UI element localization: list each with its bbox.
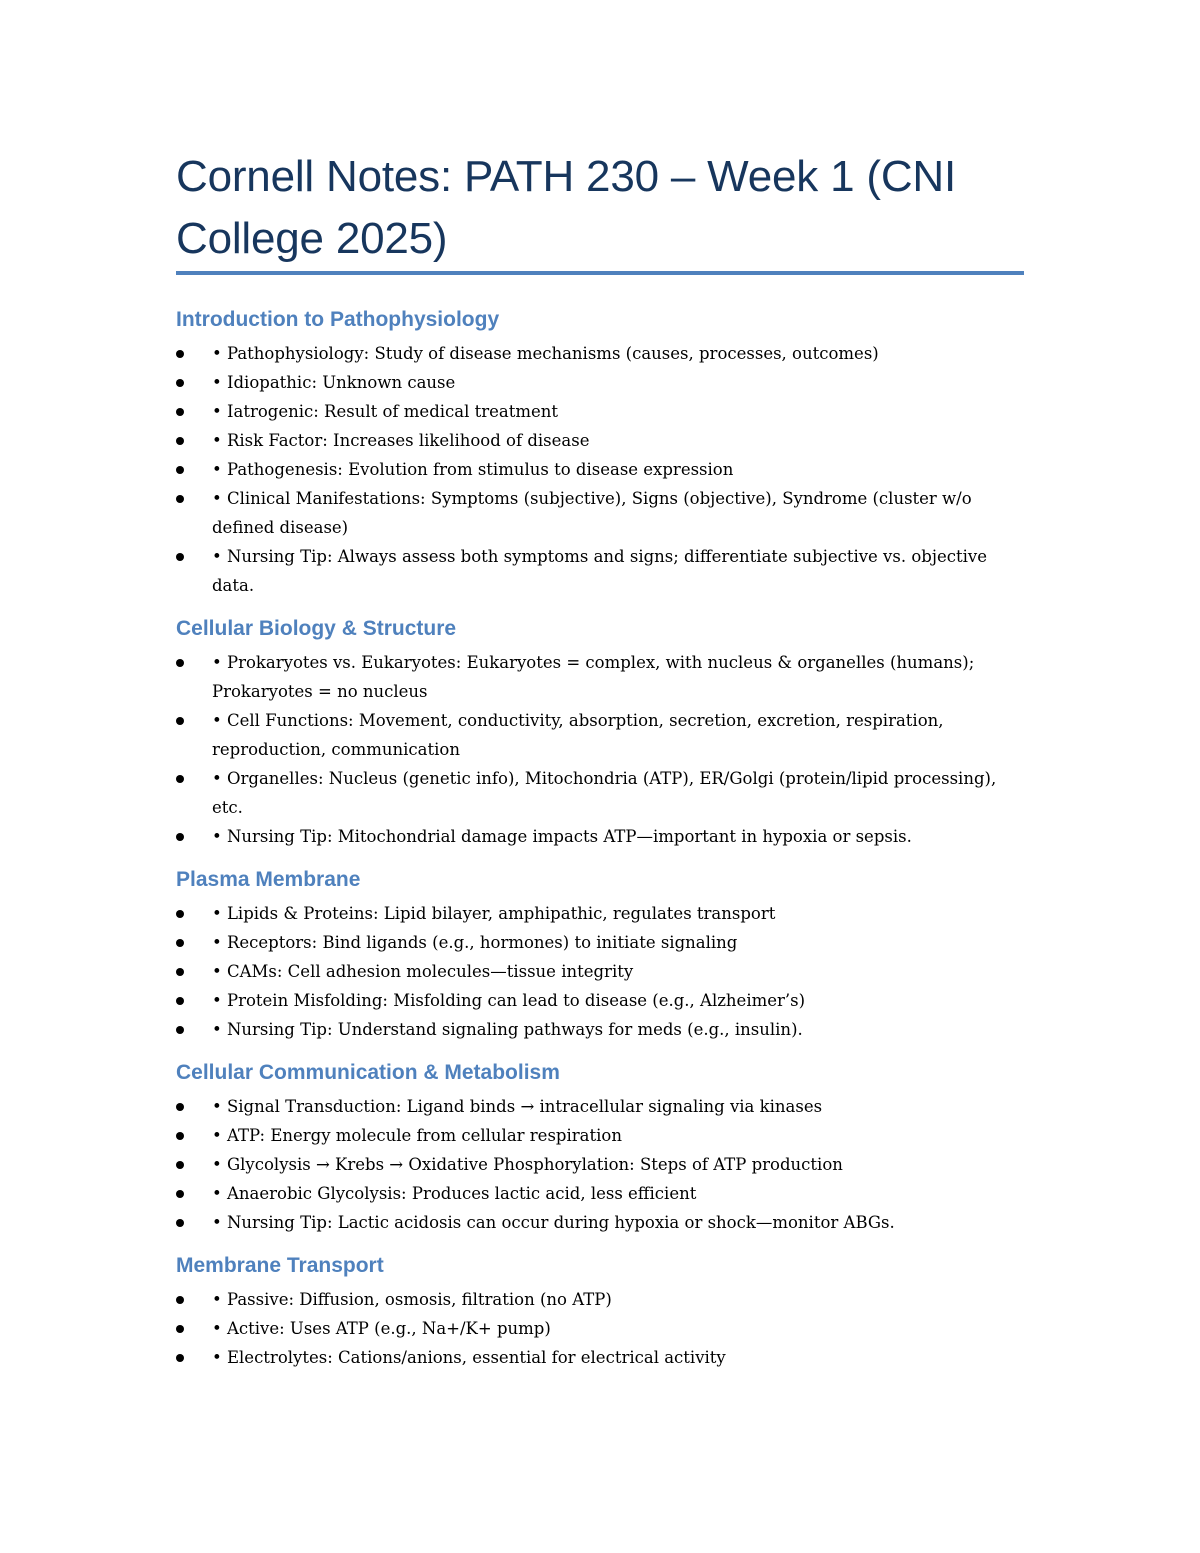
list-item-text: • Iatrogenic: Result of medical treatment — [212, 402, 559, 421]
list-item-text: • Glycolysis → Krebs → Oxidative Phosphorylation: Steps of ATP production — [212, 1155, 843, 1174]
bullet-list — [176, 1285, 1016, 1372]
list-item — [176, 542, 1016, 600]
bullet-icon — [176, 466, 184, 474]
list-item — [176, 957, 1016, 986]
list-item-text: • Idiopathic: Unknown cause — [212, 373, 456, 392]
list-item — [176, 648, 1016, 706]
list-item — [176, 455, 1016, 484]
notes-section — [176, 1058, 1016, 1237]
list-item — [176, 706, 1016, 764]
list-item-text: • Nursing Tip: Always assess both symptoms and signs; differentiate subjective vs. objective data. — [212, 547, 987, 595]
list-item-text: • Organelles: Nucleus (genetic info), Mitochondria (ATP), ER/Golgi (protein/lipid processing), etc. — [212, 769, 997, 817]
list-item-text: • Pathogenesis: Evolution from stimulus to disease expression — [212, 460, 734, 479]
page-title: Cornell Notes: PATH 230 – Week 1 (CNI College 2025) — [176, 152, 957, 263]
bullet-icon — [176, 997, 184, 1005]
list-item-text: • Signal Transduction: Ligand binds → intracellular signaling via kinases — [212, 1097, 823, 1116]
title-divider — [176, 271, 1024, 275]
bullet-list — [176, 339, 1016, 600]
notes-section — [176, 614, 1016, 851]
list-item-text: • Prokaryotes vs. Eukaryotes: Eukaryotes = complex, with nucleus & organelles (humans); Prokaryotes = no nucleus — [212, 653, 975, 701]
list-item-text: • Nursing Tip: Understand signaling pathways for meds (e.g., insulin). — [212, 1020, 803, 1039]
bullet-list — [176, 1092, 1016, 1237]
bullet-icon — [176, 553, 184, 561]
list-item-text: • Clinical Manifestations: Symptoms (subjective), Signs (objective), Syndrome (cluster w/o defined disease) — [212, 489, 972, 537]
list-item-text: • CAMs: Cell adhesion molecules—tissue integrity — [212, 962, 634, 981]
section-heading: Plasma Membrane — [176, 868, 361, 891]
list-item — [176, 1208, 1016, 1237]
bullet-list — [176, 648, 1016, 851]
bullet-icon — [176, 1161, 184, 1169]
list-item-text: • Pathophysiology: Study of disease mechanisms (causes, processes, outcomes) — [212, 344, 879, 363]
bullet-icon — [176, 379, 184, 387]
list-item-text: • Passive: Diffusion, osmosis, filtration (no ATP) — [212, 1290, 612, 1309]
list-item-text: • Protein Misfolding: Misfolding can lead to disease (e.g., Alzheimer’s) — [212, 991, 806, 1010]
bullet-list — [176, 899, 1016, 1044]
bullet-icon — [176, 1219, 184, 1227]
list-item — [176, 397, 1016, 426]
list-item — [176, 1343, 1016, 1372]
list-item-text: • Risk Factor: Increases likelihood of disease — [212, 431, 590, 450]
section-heading: Membrane Transport — [176, 1254, 384, 1277]
list-item — [176, 426, 1016, 455]
bullet-icon — [176, 659, 184, 667]
bullet-icon — [176, 408, 184, 416]
bullet-icon — [176, 1296, 184, 1304]
list-item — [176, 484, 1016, 542]
list-item-text: • Electrolytes: Cations/anions, essential for electrical activity — [212, 1348, 726, 1367]
list-item — [176, 1121, 1016, 1150]
list-item-text: • Cell Functions: Movement, conductivity, absorption, secretion, excretion, respiration, reproduction, communication — [212, 711, 944, 759]
section-heading: Cellular Communication & Metabolism — [176, 1061, 560, 1084]
bullet-icon — [176, 437, 184, 445]
notes-section — [176, 1251, 1016, 1372]
bullet-icon — [176, 495, 184, 503]
notes-content — [176, 305, 1016, 1386]
bullet-icon — [176, 939, 184, 947]
list-item-text: • Nursing Tip: Mitochondrial damage impacts ATP—important in hypoxia or sepsis. — [212, 827, 912, 846]
list-item-text: • Active: Uses ATP (e.g., Na+/K+ pump) — [212, 1319, 551, 1338]
notes-section — [176, 305, 1016, 600]
list-item — [176, 1314, 1016, 1343]
bullet-icon — [176, 350, 184, 358]
list-item — [176, 1150, 1016, 1179]
title-block — [176, 146, 1024, 270]
list-item-text: • Nursing Tip: Lactic acidosis can occur during hypoxia or shock—monitor ABGs. — [212, 1213, 895, 1232]
bullet-icon — [176, 833, 184, 841]
list-item-text: • Anaerobic Glycolysis: Produces lactic acid, less efficient — [212, 1184, 697, 1203]
list-item — [176, 1015, 1016, 1044]
bullet-icon — [176, 1132, 184, 1140]
bullet-icon — [176, 717, 184, 725]
bullet-icon — [176, 1325, 184, 1333]
list-item-text: • ATP: Energy molecule from cellular respiration — [212, 1126, 622, 1145]
list-item — [176, 368, 1016, 397]
bullet-icon — [176, 1190, 184, 1198]
bullet-icon — [176, 1026, 184, 1034]
list-item — [176, 899, 1016, 928]
list-item-text: • Lipids & Proteins: Lipid bilayer, amphipathic, regulates transport — [212, 904, 776, 923]
list-item — [176, 764, 1016, 822]
bullet-icon — [176, 1103, 184, 1111]
list-item — [176, 1285, 1016, 1314]
list-item — [176, 1092, 1016, 1121]
list-item — [176, 339, 1016, 368]
list-item — [176, 986, 1016, 1015]
bullet-icon — [176, 968, 184, 976]
bullet-icon — [176, 775, 184, 783]
list-item-text: • Receptors: Bind ligands (e.g., hormones) to initiate signaling — [212, 933, 738, 952]
list-item — [176, 822, 1016, 851]
section-heading: Introduction to Pathophysiology — [176, 308, 500, 331]
list-item — [176, 1179, 1016, 1208]
bullet-icon — [176, 910, 184, 918]
bullet-icon — [176, 1354, 184, 1362]
list-item — [176, 928, 1016, 957]
notes-section — [176, 865, 1016, 1044]
section-heading: Cellular Biology & Structure — [176, 617, 457, 640]
